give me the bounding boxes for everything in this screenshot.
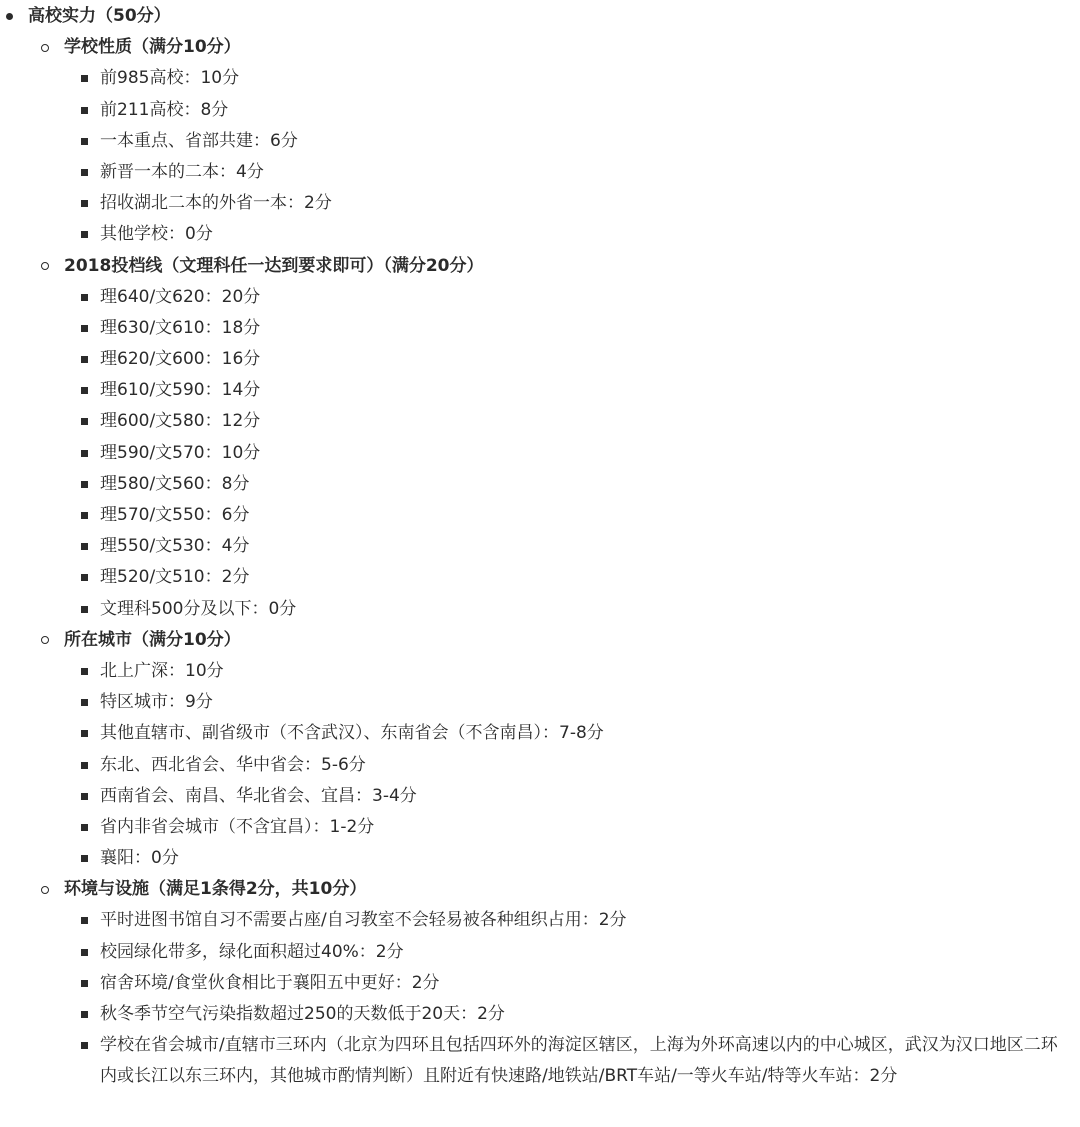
list-item-text: 理590/文570：10分 <box>100 442 261 463</box>
bullet-circle-icon <box>41 636 49 644</box>
list-item-text: 校园绿化带多，绿化面积超过40%：2分 <box>100 941 404 962</box>
bullet-square-icon <box>81 824 88 831</box>
bullet-square-icon <box>81 949 88 956</box>
list-item-text: 襄阳：0分 <box>100 848 179 869</box>
list-item <box>0 656 1080 687</box>
bullet-square-icon <box>81 200 88 207</box>
bullet-square-icon <box>81 606 88 613</box>
list-item-text: 前985高校：10分 <box>100 68 240 89</box>
list-item-text: 理630/文610：18分 <box>100 317 261 338</box>
list-item-text: 理580/文560：8分 <box>100 473 250 494</box>
list-item <box>0 406 1080 437</box>
section-title: 环境与设施（满足1条得2分，共10分） <box>64 879 367 900</box>
list-item <box>0 438 1080 469</box>
list-item <box>0 562 1080 593</box>
bullet-square-icon <box>81 1011 88 1018</box>
list-item <box>0 968 1080 999</box>
section-title: 所在城市（满分10分） <box>64 629 241 650</box>
list-item <box>0 843 1080 874</box>
bullet-square-icon <box>81 356 88 363</box>
bullet-square-icon <box>81 980 88 987</box>
list-item-text: 其他直辖市、副省级市（不含武汉）、东南省会（不含南昌）：7-8分 <box>100 723 604 744</box>
bullet-square-icon <box>81 138 88 145</box>
bullet-square-icon <box>81 1042 88 1049</box>
list-item <box>0 905 1080 936</box>
list-item <box>0 219 1080 250</box>
list-item <box>0 687 1080 718</box>
list-item-text: 理550/文530：4分 <box>100 536 250 557</box>
list-item <box>0 313 1080 344</box>
bullet-square-icon <box>81 512 88 519</box>
bullet-disc-icon <box>6 13 13 20</box>
bullet-circle-icon <box>41 886 49 894</box>
bullet-square-icon <box>81 917 88 924</box>
bullet-square-icon <box>81 699 88 706</box>
list-item-text: 理520/文510：2分 <box>100 567 250 588</box>
section-title: 学校性质（满分10分） <box>64 37 241 58</box>
bullet-square-icon <box>81 169 88 176</box>
list-item-text: 其他学校：0分 <box>100 224 213 245</box>
list-item-text: 宿舍环境/食堂伙食相比于襄阳五中更好：2分 <box>100 972 440 993</box>
bullet-square-icon <box>81 75 88 82</box>
bullet-square-icon <box>81 231 88 238</box>
list-item <box>0 718 1080 749</box>
bullet-square-icon <box>81 387 88 394</box>
bullet-square-icon <box>81 107 88 114</box>
list-item-text: 前211高校：8分 <box>100 99 229 120</box>
section-title: 2018投档线（文理科任一达到要求即可）（满分20分） <box>64 255 484 276</box>
list-item-text: 理640/文620：20分 <box>100 286 261 307</box>
list-item-text: 文理科500分及以下：0分 <box>100 598 297 619</box>
list-item <box>0 500 1080 531</box>
list-item-text: 省内非省会城市（不含宜昌）：1-2分 <box>100 816 375 837</box>
bullet-square-icon <box>81 574 88 581</box>
section-heading <box>0 874 1080 905</box>
bullet-square-icon <box>81 481 88 488</box>
bullet-square-icon <box>81 450 88 457</box>
section-heading <box>0 251 1080 282</box>
list-item <box>0 344 1080 375</box>
list-item <box>0 812 1080 843</box>
section-heading <box>0 32 1080 63</box>
list-item-text: 学校在省会城市/直辖市三环内（北京为四环且包括四环外的海淀区辖区，上海为外环高速以内的中心城区，武汉为汉口地区二环内或长江以东三环内，其他城市酌情判断）且附近有快速路/地铁站/BRT车站/一等火车站/特等火车站：2分 <box>100 1035 1058 1087</box>
list-item-text: 招收湖北二本的外省一本：2分 <box>100 193 332 214</box>
list-item-text: 西南省会、南昌、华北省会、宜昌：3-4分 <box>100 785 417 806</box>
list-item-text: 特区城市：9分 <box>100 692 213 713</box>
list-item <box>0 594 1080 625</box>
document-outline <box>0 1 1080 1093</box>
list-item <box>0 126 1080 157</box>
list-item-text: 理600/文580：12分 <box>100 411 261 432</box>
bullet-square-icon <box>81 418 88 425</box>
list-item-text: 理570/文550：6分 <box>100 505 250 525</box>
bullet-square-icon <box>81 668 88 675</box>
list-item-text: 北上广深：10分 <box>100 660 224 681</box>
list-item-text: 理620/文600：16分 <box>100 349 261 370</box>
list-item-text: 新晋一本的二本：4分 <box>100 161 264 182</box>
list-item <box>0 1030 1080 1092</box>
bullet-square-icon <box>81 294 88 301</box>
bullet-square-icon <box>81 543 88 550</box>
bullet-square-icon <box>81 793 88 800</box>
list-item <box>0 750 1080 781</box>
bullet-square-icon <box>81 325 88 332</box>
list-item <box>0 188 1080 219</box>
list-item <box>0 282 1080 313</box>
list-item-text: 秋冬季节空气污染指数超过250的天数低于20天：2分 <box>100 1004 505 1024</box>
list-item <box>0 999 1080 1030</box>
bullet-square-icon <box>81 730 88 737</box>
list-item-text: 东北、西北省会、华中省会：5-6分 <box>100 754 366 775</box>
list-item <box>0 375 1080 406</box>
list-item <box>0 95 1080 126</box>
list-item <box>0 63 1080 94</box>
list-item <box>0 531 1080 562</box>
list-item <box>0 937 1080 968</box>
bullet-circle-icon <box>41 44 49 52</box>
list-item-text: 一本重点、省部共建：6分 <box>100 130 298 151</box>
list-item-text: 理610/文590：14分 <box>100 380 261 401</box>
top-level-item <box>0 1 1080 32</box>
section-heading <box>0 625 1080 656</box>
bullet-square-icon <box>81 855 88 862</box>
list-item <box>0 157 1080 188</box>
top-level-title: 高校实力（50分） <box>28 6 171 26</box>
list-item <box>0 781 1080 812</box>
bullet-square-icon <box>81 762 88 769</box>
bullet-circle-icon <box>41 262 49 270</box>
list-item <box>0 469 1080 500</box>
list-item-text: 平时进图书馆自习不需要占座/自习教室不会轻易被各种组织占用：2分 <box>100 910 627 931</box>
